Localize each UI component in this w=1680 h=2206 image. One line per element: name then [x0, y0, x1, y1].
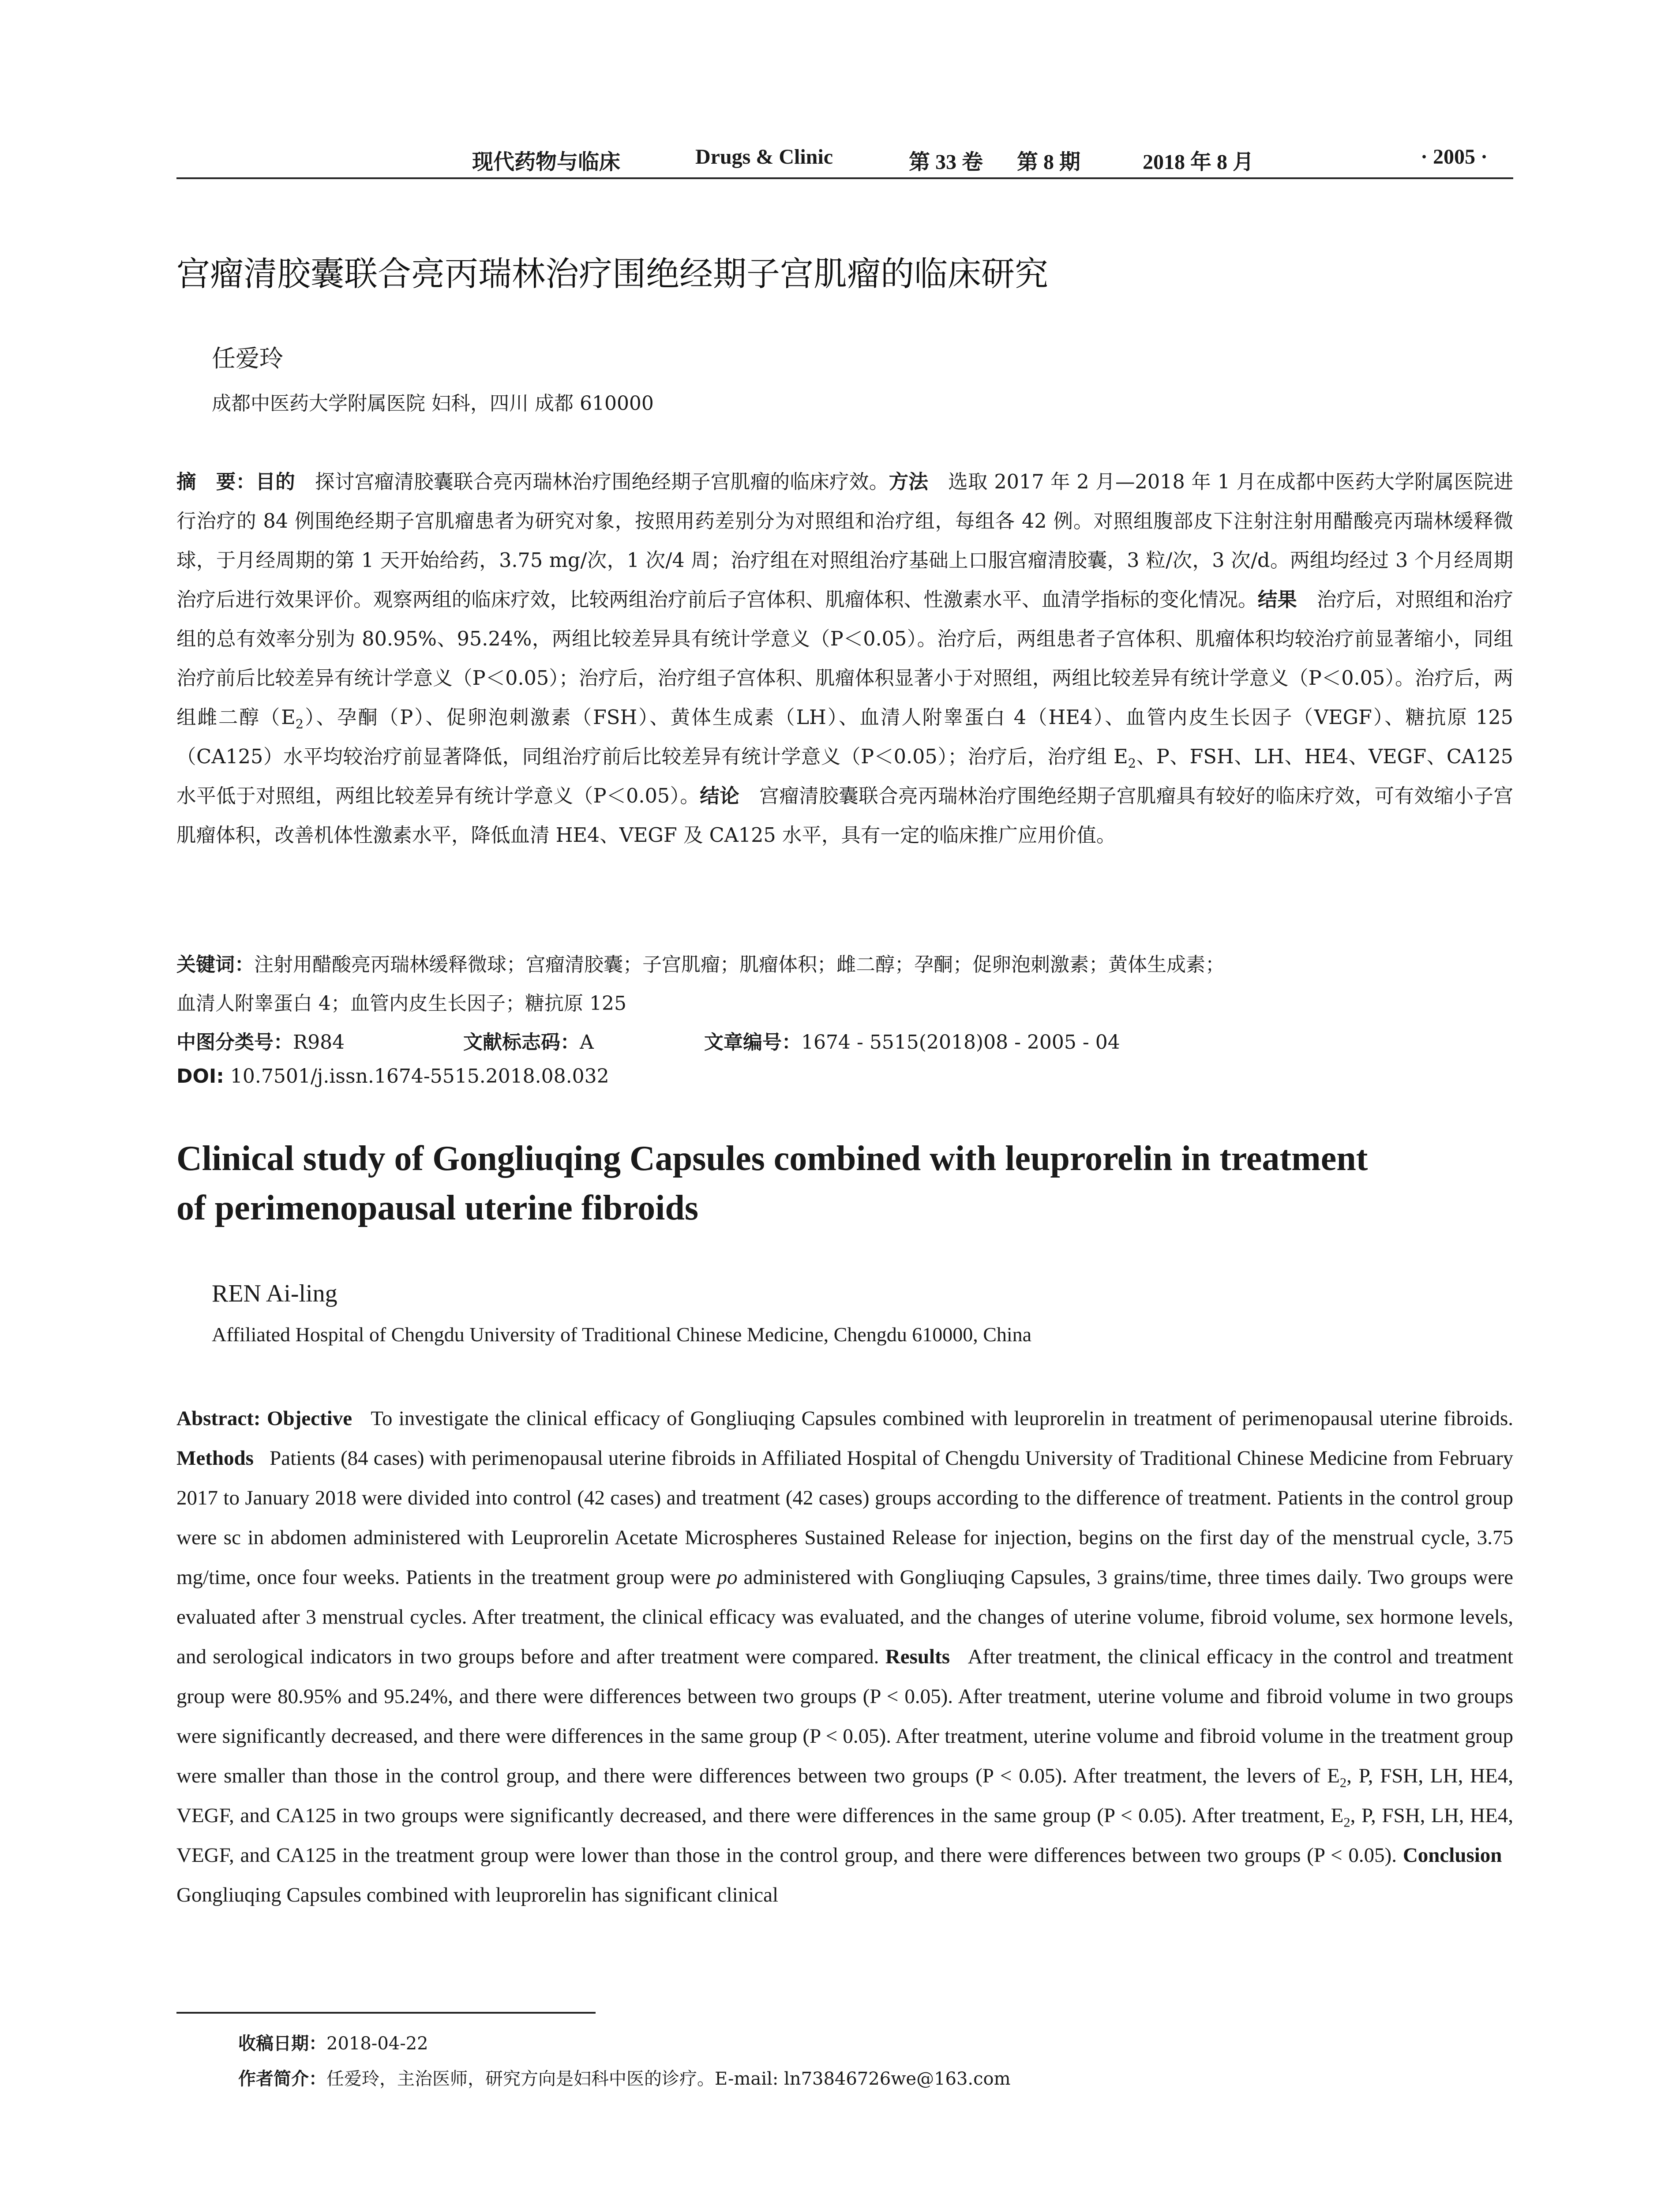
abstract-label-cn: 摘 要：	[176, 471, 256, 493]
methods-en-po: po	[716, 1566, 738, 1589]
abstract-en	[176, 1399, 1513, 1915]
keywords-2: 血清人附睾蛋白 4；血管内皮生长因子；糖抗原 125	[176, 992, 626, 1015]
bio-label: 作者简介：	[238, 2069, 326, 2089]
received-label: 收稿日期：	[238, 2033, 326, 2054]
volume: 第 33 卷	[909, 150, 983, 174]
journal-name-cn: 现代药物与临床	[472, 150, 621, 174]
results-cn-part3: 、P、FSH、LH、HE4、VEGF、CA125 水平低于对照组，两组比较差异有统计学意义（P＜0.05）。	[176, 746, 1513, 807]
article-title-en	[176, 1134, 1526, 1233]
issue: 第 8 期	[1017, 150, 1081, 174]
objective-en: To investigate the clinical efficacy of Gongliuqing Capsules combined with leuprorelin in treatment of perimenopausal uterine fibroids.	[371, 1407, 1514, 1430]
results-label-en: Results	[885, 1645, 950, 1668]
author-cn: 任爱玲	[212, 345, 283, 372]
received-value: 2018-04-22	[326, 2033, 428, 2054]
article-no-line	[704, 1026, 1120, 1054]
title-en-line-1: Clinical study of Gongliuqing Capsules combined with leuprorelin in treatment	[176, 1139, 1368, 1178]
article-no-value: 1674 - 5515(2018)08 - 2005 - 04	[801, 1031, 1120, 1054]
methods-label-en: Methods	[176, 1447, 254, 1470]
results-label-cn: 结果	[1257, 589, 1297, 611]
objective-cn: 探讨宫瘤清胶囊联合亮丙瑞林治疗围绝经期子宫肌瘤的临床疗效。	[315, 471, 889, 493]
page-number: · 2005 ·	[1421, 145, 1488, 169]
journal-name-en: Drugs & Clinic	[695, 145, 833, 169]
issue-date: 2018 年 8 月	[1143, 150, 1254, 174]
clc-label: 中图分类号：	[176, 1031, 293, 1054]
affiliation-cn: 成都中医药大学附属医院 妇科，四川 成都 610000	[212, 392, 654, 415]
abstract-label-en: Abstract:	[176, 1407, 261, 1430]
doi-label: DOI:	[176, 1065, 224, 1088]
bio-value: 任爱玲，主治医师，研究方向是妇科中医的诊疗。E-mail: ln73846726we@163.com	[326, 2069, 1011, 2089]
results-cn-part2: ）、孕酮（P）、促卵泡刺激素（FSH）、黄体生成素（LH）、血清人附睾蛋白 4（HE4）、血管内皮生长因子（VEGF）、糖抗原 125（CA125）水平均较治疗前显著降低，同组治疗前后比较差异有统计学意义（P＜0.05）；治疗后，治疗组 E	[176, 706, 1513, 768]
results-cn-part1: 治疗后，对照组和治疗组的总有效率分别为 80.95%、95.24%，两组比较差异具有统计学意义（P＜0.05）。治疗后，两组患者子宫体积、肌瘤体积均较治疗前显著缩小，同组治疗前后比较差异有统计学意义（P＜0.05）；治疗后，治疗组子宫体积、肌瘤体积显著小于对照组，两组比较差异有统计学意义（P＜0.05）。治疗后，两组雌二醇（E	[176, 589, 1513, 729]
affiliation-en: Affiliated Hospital of Chengdu University of Traditional Chinese Medicine, Chengdu 610000, China	[212, 1323, 1032, 1346]
clc-value: R984	[293, 1031, 345, 1054]
objective-label-en: Objective	[266, 1407, 352, 1430]
author-en: REN Ai-ling	[212, 1280, 338, 1307]
subscript-cn-2: 2	[1128, 755, 1136, 771]
subscript-en-1: 2	[1339, 1775, 1347, 1790]
results-en-part3: , P, FSH, LH, HE4, VEGF, and CA125 in the treatment group were lower than those in the control group, and there were differences between two groups (P < 0.05).	[176, 1804, 1513, 1867]
results-en-part2: , P, FSH, LH, HE4, VEGF, and CA125 in two groups were significantly decreased, and there were differences in the same group (P < 0.05). After treatment, E	[176, 1764, 1514, 1827]
subscript-en-2: 2	[1343, 1815, 1350, 1830]
article-title-cn: 宫瘤清胶囊联合亮丙瑞林治疗围绝经期子宫肌瘤的临床研究	[176, 254, 1048, 293]
doc-code-value: A	[580, 1031, 594, 1054]
conclusion-label-cn: 结论	[700, 785, 740, 807]
keywords-line-1	[176, 949, 1225, 977]
results-en-part1: After treatment, the clinical efficacy in the control and treatment group were 80.95% and 95.24%, and there were differences between two groups (P < 0.05). After treatment, uterine volume and fibroid volume in two groups were significantly decreased, and there were differences in the same group (P < 0.05). After treatment, uterine volume and fibroid volume in the treatment group were smaller than those in the control group, and there were differences between two groups (P < 0.05). After treatment, the levers of E	[176, 1645, 1513, 1787]
methods-en-part2: administered with Gongliuqing Capsules, 3 grains/time, three times daily. Two groups were evaluated after 3 menstrual cycles. After treatment, the clinical efficacy was evaluated, and the changes of uterine volume, fibroid volume, sex hormone levels, and serological indicators in two groups before and after treatment were compared.	[176, 1566, 1513, 1668]
doc-code-line	[463, 1026, 594, 1054]
header-rule	[176, 177, 1513, 179]
abstract-cn	[176, 462, 1513, 855]
conclusion-label-en: Conclusion	[1402, 1844, 1502, 1867]
author-bio	[238, 2065, 1011, 2090]
subscript-cn-1: 2	[295, 716, 304, 732]
objective-label-cn: 目的	[255, 471, 296, 493]
methods-label-cn: 方法	[889, 471, 929, 493]
keywords-1: 注射用醋酸亮丙瑞林缓释微球；宫瘤清胶囊；子宫肌瘤；肌瘤体积；雌二醇；孕酮；促卵泡刺激素；黄体生成素；	[254, 953, 1225, 976]
doi-value: 10.7501/j.issn.1674-5515.2018.08.032	[230, 1065, 609, 1088]
footnote-rule	[176, 2012, 596, 2014]
title-en-line-2: of perimenopausal uterine fibroids	[176, 1189, 699, 1227]
received-date	[238, 2030, 428, 2055]
methods-cn: 选取 2017 年 2 月—2018 年 1 月在成都中医药大学附属医院进行治疗的 84 例围绝经期子宫肌瘤患者为研究对象，按照用药差别分为对照组和治疗组，每组各 42 例。对照组腹部皮下注射注射用醋酸亮丙瑞林缓释微球，于月经周期的第 1 天开始给药，3.75 mg/次，1 次/4 周；治疗组在对照组治疗基础上口服宫瘤清胶囊，3 粒/次，3 次/d。两组均经过 3 个月经周期治疗后进行效果评价。观察两组的临床疗效，比较两组治疗前后子宫体积、肌瘤体积、性激素水平、血清学指标的变化情况。	[176, 471, 1513, 611]
keywords-line-2	[176, 987, 626, 1016]
conclusion-en: Gongliuqing Capsules combined with leuprorelin has significant clinical	[176, 1883, 779, 1906]
doc-code-label: 文献标志码：	[463, 1031, 580, 1054]
running-header	[176, 140, 1513, 176]
methods-en-part1: Patients (84 cases) with perimenopausal uterine fibroids in Affiliated Hospital of Chengdu University of Traditional Chinese Medicine from February 2017 to January 2018 were divided into control (42 cases) and treatment (42 cases) groups according to the difference of treatment. Patients in the control group were sc in abdomen administered with Leuprorelin Acetate Microspheres Sustained Release for injection, begins on the first day of the menstrual cycle, 3.75 mg/time, once four weeks. Patients in the treatment group were	[176, 1447, 1513, 1589]
doi-line	[176, 1065, 609, 1088]
article-no-label: 文章编号：	[704, 1031, 801, 1054]
keywords-label: 关键词：	[176, 953, 254, 976]
conclusion-cn: 宫瘤清胶囊联合亮丙瑞林治疗围绝经期子宫肌瘤具有较好的临床疗效，可有效缩小子宫肌瘤体积，改善机体性激素水平，降低血清 HE4、VEGF 及 CA125 水平，具有一定的临床推广应用价值。	[176, 785, 1513, 847]
classification-line	[176, 1026, 345, 1054]
